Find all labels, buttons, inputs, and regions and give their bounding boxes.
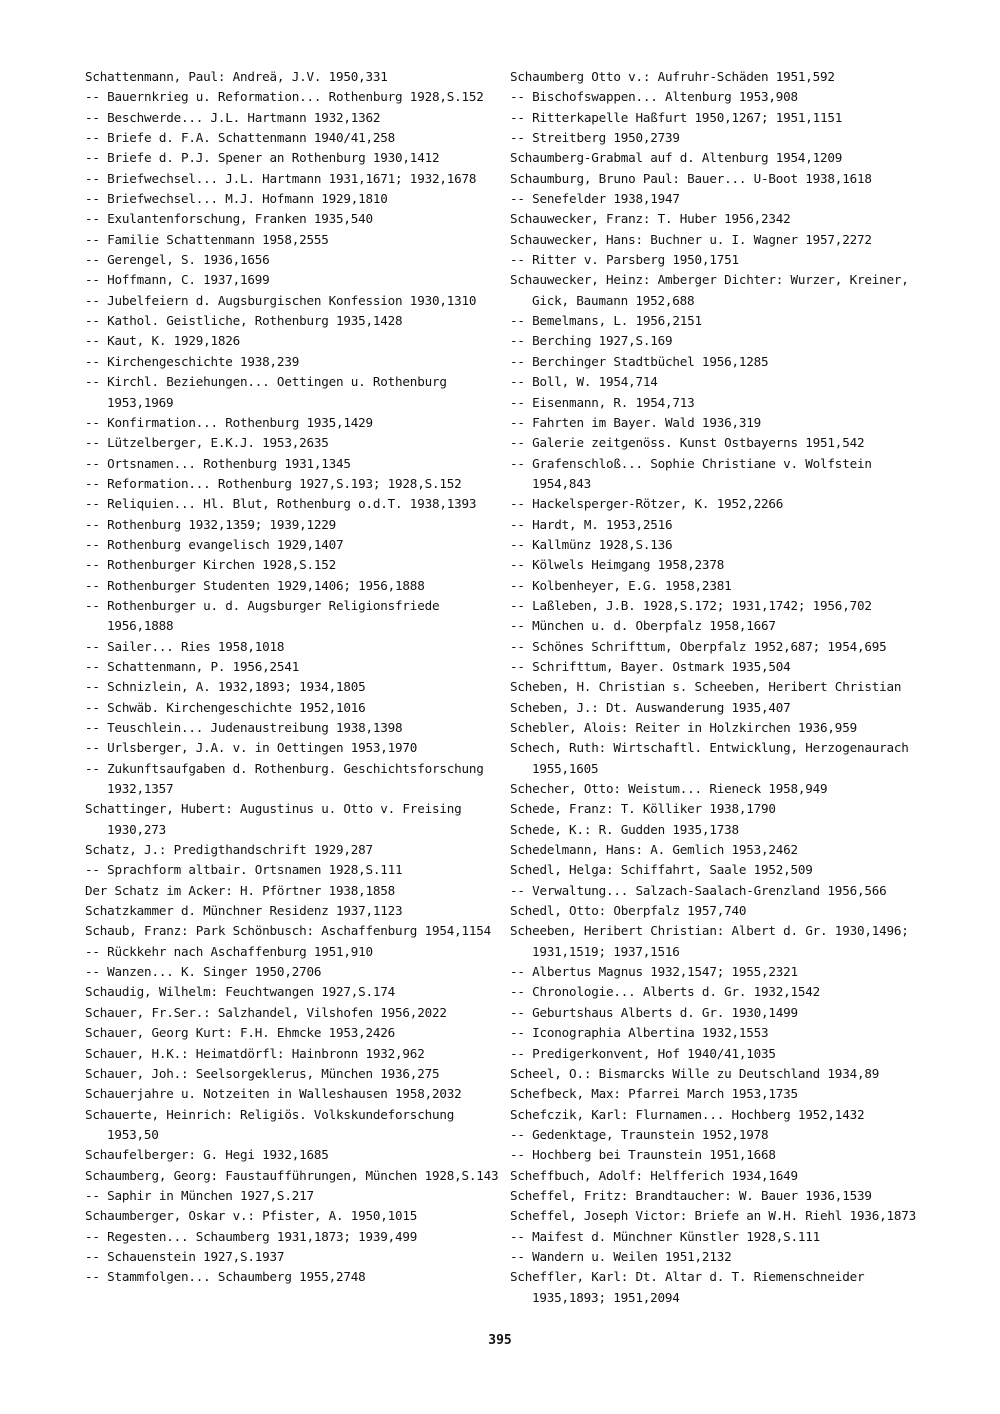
index-entry: -- Ritterkapelle Haßfurt 1950,1267; 1951,1151 (510, 109, 843, 125)
index-entry: -- Kirchl. Beziehungen... Oettingen u. Rothenburg 1953,1969 (85, 374, 447, 410)
index-entry: -- Hoffmann, C. 1937,1699 (85, 272, 270, 288)
index-entry: Schede, K.: R. Gudden 1935,1738 (510, 821, 739, 837)
index-entry: -- Boll, W. 1954,714 (510, 374, 658, 390)
index-entry: Schauer, Fr.Ser.: Salzhandel, Vilshofen 1956,2022 (85, 1004, 447, 1020)
index-entry: Schatzkammer d. Münchner Residenz 1937,1123 (85, 903, 403, 919)
index-entry: -- Gerengel, S. 1936,1656 (85, 252, 270, 268)
index-entry: -- Berching 1927,S.169 (510, 333, 673, 349)
index-entry: Schaumburg, Bruno Paul: Bauer... U-Boot 1938,1618 (510, 170, 872, 186)
index-entry: Scheeben, Heribert Christian: Albert d. Gr. 1930,1496; 1931,1519; 1937,1516 (510, 923, 909, 959)
index-entry: Schauer, H.K.: Heimatdörfl: Hainbronn 1932,962 (85, 1045, 425, 1061)
index-entry: Schaub, Franz: Park Schönbusch: Aschaffenburg 1954,1154 (85, 923, 492, 939)
index-entry: -- Predigerkonvent, Hof 1940/41,1035 (510, 1045, 776, 1061)
index-entry: -- Briefwechsel... J.L. Hartmann 1931,1671; 1932,1678 (85, 170, 477, 186)
index-entry: Scheffel, Fritz: Brandtaucher: W. Bauer 1936,1539 (510, 1187, 872, 1203)
index-entry: -- Sailer... Ries 1958,1018 (85, 638, 285, 654)
index-entry: -- Reliquien... Hl. Blut, Rothenburg o.d.T. 1938,1393 (85, 496, 477, 512)
index-entry: -- Jubelfeiern d. Augsburgischen Konfession 1930,1310 (85, 292, 477, 308)
index-entry: -- Lützelberger, E.K.J. 1953,2635 (85, 435, 329, 451)
index-entry: -- Berchinger Stadtbüchel 1956,1285 (510, 353, 769, 369)
index-entry: Schefbeck, Max: Pfarrei March 1953,1735 (510, 1086, 798, 1102)
index-entry: -- Bauernkrieg u. Reformation... Rothenburg 1928,S.152 (85, 89, 484, 105)
index-entry: -- Bemelmans, L. 1956,2151 (510, 313, 702, 329)
index-entry: Schaumberg Otto v.: Aufruhr-Schäden 1951,592 (510, 69, 835, 84)
index-entry: -- Sprachform altbair. Ortsnamen 1928,S.111 (85, 862, 403, 878)
index-entry: -- Kirchengeschichte 1938,239 (85, 353, 300, 369)
index-entry: -- Stammfolgen... Schaumberg 1955,2748 (85, 1269, 366, 1285)
index-entry: -- Reformation... Rothenburg 1927,S.193; 1928,S.152 (85, 475, 462, 491)
index-entry: Schaumberg, Georg: Faustaufführungen, München 1928,S.143 (85, 1167, 499, 1183)
index-entry: -- Schrifttum, Bayer. Ostmark 1935,504 (510, 658, 791, 674)
index-entry: Schauerjahre u. Notzeiten in Walleshausen 1958,2032 (85, 1086, 462, 1102)
index-entry: -- Urlsberger, J.A. v. in Oettingen 1953,1970 (85, 740, 418, 756)
index-entry: Schauer, Georg Kurt: F.H. Ehmcke 1953,2426 (85, 1025, 396, 1041)
index-entry: -- Schattenmann, P. 1956,2541 (85, 658, 300, 674)
index-entry: Schech, Ruth: Wirtschaftl. Entwicklung, Herzogenaurach 1955,1605 (510, 740, 909, 776)
index-entry: -- Wandern u. Weilen 1951,2132 (510, 1248, 732, 1264)
index-entry: -- Konfirmation... Rothenburg 1935,1429 (85, 414, 373, 430)
index-entry: Schedl, Otto: Oberpfalz 1957,740 (510, 903, 747, 919)
index-entry: Schecher, Otto: Weistum... Rieneck 1958,949 (510, 781, 828, 797)
index-entry: -- Hackelsperger-Rötzer, K. 1952,2266 (510, 496, 784, 512)
index-entry: -- Kathol. Geistliche, Rothenburg 1935,1428 (85, 313, 403, 329)
index-entry: -- Laßleben, J.B. 1928,S.172; 1931,1742; 1956,702 (510, 597, 872, 613)
index-entry: Scheffbuch, Adolf: Helfferich 1934,1649 (510, 1167, 798, 1183)
index-entry: -- Hochberg bei Traunstein 1951,1668 (510, 1147, 776, 1163)
index-entry: Schauwecker, Franz: T. Huber 1956,2342 (510, 211, 791, 227)
index-entry: -- Chronologie... Alberts d. Gr. 1932,1542 (510, 984, 821, 1000)
index-entry: Schauer, Joh.: Seelsorgeklerus, München 1936,275 (85, 1065, 440, 1081)
index-entry: -- Rothenburg 1932,1359; 1939,1229 (85, 516, 336, 532)
index-entry: -- Zukunftsaufgaben d. Rothenburg. Geschichtsforschung 1932,1357 (85, 760, 484, 797)
index-entry: -- Rothenburg evangelisch 1929,1407 (85, 536, 344, 552)
index-entry: -- Kölwels Heimgang 1958,2378 (510, 557, 725, 573)
index-entry: -- Rückkehr nach Aschaffenburg 1951,910 (85, 943, 373, 959)
page-number: 395 (488, 1333, 512, 1348)
left-index-column (85, 67, 505, 1288)
index-entry: Schauerte, Heinrich: Religiös. Volkskundeforschung 1953,50 (85, 1106, 455, 1142)
index-entry: -- Senefelder 1938,1947 (510, 191, 680, 207)
index-entry: -- Rothenburger u. d. Augsburger Religionsfriede 1956,1888 (85, 597, 440, 634)
index-entry: Schaumberg-Grabmal auf d. Altenburg 1954,1209 (510, 150, 843, 166)
index-entry: -- Ritter v. Parsberg 1950,1751 (510, 252, 739, 268)
index-entry: -- Streitberg 1950,2739 (510, 130, 680, 146)
index-entry: Scheben, J.: Dt. Auswanderung 1935,407 (510, 699, 791, 715)
index-entry: -- Verwaltung... Salzach-Saalach-Grenzland 1956,566 (510, 882, 887, 898)
index-entry: -- Briefwechsel... M.J. Hofmann 1929,1810 (85, 191, 388, 207)
right-index-column (510, 67, 930, 1308)
index-entry: -- Kaut, K. 1929,1826 (85, 333, 241, 349)
index-entry: -- Ortsnamen... Rothenburg 1931,1345 (85, 455, 351, 471)
index-entry: -- Kallmünz 1928,S.136 (510, 536, 673, 552)
index-entry: Schattinger, Hubert: Augustinus u. Otto v. Freising 1930,273 (85, 801, 462, 837)
index-entry: -- Geburtshaus Alberts d. Gr. 1930,1499 (510, 1004, 798, 1020)
index-entry: -- Fahrten im Bayer. Wald 1936,319 (510, 414, 761, 430)
index-entry: -- Grafenschloß... Sophie Christiane v. Wolfstein 1954,843 (510, 455, 872, 491)
index-entry: -- Kolbenheyer, E.G. 1958,2381 (510, 577, 732, 593)
index-entry: Schauwecker, Hans: Buchner u. I. Wagner 1957,2272 (510, 231, 872, 247)
index-entry: -- Schauenstein 1927,S.1937 (85, 1248, 285, 1264)
index-entry: -- Saphir in München 1927,S.217 (85, 1187, 314, 1203)
index-entry: -- Eisenmann, R. 1954,713 (510, 394, 695, 410)
index-entry: Schefczik, Karl: Flurnamen... Hochberg 1952,1432 (510, 1106, 865, 1122)
index-entry: -- Rothenburger Studenten 1929,1406; 1956,1888 (85, 577, 425, 593)
index-entry: -- Rothenburger Kirchen 1928,S.152 (85, 557, 336, 573)
index-entry: -- Regesten... Schaumberg 1931,1873; 1939,499 (85, 1228, 418, 1244)
index-entry: -- Hardt, M. 1953,2516 (510, 516, 673, 532)
index-entry: Der Schatz im Acker: H. Pförtner 1938,1858 (85, 882, 396, 898)
index-entry: -- Schönes Schrifttum, Oberpfalz 1952,687; 1954,695 (510, 638, 887, 654)
index-entry: -- Schwäb. Kirchengeschichte 1952,1016 (85, 699, 366, 715)
index-entry: -- Briefe d. F.A. Schattenmann 1940/41,258 (85, 130, 396, 146)
index-entry: Scheffel, Joseph Victor: Briefe an W.H. Riehl 1936,1873 (510, 1208, 917, 1224)
index-entry: Scheel, O.: Bismarcks Wille zu Deutschland 1934,89 (510, 1065, 880, 1081)
index-entry: Schedelmann, Hans: A. Gemlich 1953,2462 (510, 842, 798, 858)
index-entry: -- Bischofswappen... Altenburg 1953,908 (510, 89, 798, 105)
index-entry: -- Gedenktage, Traunstein 1952,1978 (510, 1126, 769, 1142)
index-entry: -- Teuschlein... Judenaustreibung 1938,1398 (85, 720, 403, 735)
index-entry: -- Exulantenforschung, Franken 1935,540 (85, 211, 373, 227)
index-entry: Scheffler, Karl: Dt. Altar d. T. Riemenschneider 1935,1893; 1951,2094 (510, 1269, 865, 1305)
index-entry: Schaumberger, Oskar v.: Pfister, A. 1950,1015 (85, 1208, 418, 1224)
index-entry: Schaudig, Wilhelm: Feuchtwangen 1927,S.174 (85, 984, 396, 1000)
index-entry: Schatz, J.: Predigthandschrift 1929,287 (85, 842, 373, 858)
index-entry: -- München u. d. Oberpfalz 1958,1667 (510, 618, 776, 634)
index-entry: -- Beschwerde... J.L. Hartmann 1932,1362 (85, 109, 381, 125)
index-entry: -- Briefe d. P.J. Spener an Rothenburg 1930,1412 (85, 150, 440, 166)
index-entry: -- Albertus Magnus 1932,1547; 1955,2321 (510, 964, 798, 980)
index-entry: Schattenmann, Paul: Andreä, J.V. 1950,331 (85, 69, 388, 84)
index-entry: Schedl, Helga: Schiffahrt, Saale 1952,509 (510, 862, 813, 878)
index-entry: Schede, Franz: T. Kölliker 1938,1790 (510, 801, 776, 817)
index-entry: -- Galerie zeitgenöss. Kunst Ostbayerns 1951,542 (510, 435, 865, 451)
index-entry: -- Maifest d. Münchner Künstler 1928,S.111 (510, 1228, 821, 1244)
index-entry: -- Iconographia Albertina 1932,1553 (510, 1025, 769, 1041)
index-entry: -- Familie Schattenmann 1958,2555 (85, 231, 329, 247)
index-entry: Scheben, H. Christian s. Scheeben, Heribert Christian (510, 679, 902, 695)
index-entry: Schaufelberger: G. Hegi 1932,1685 (85, 1147, 329, 1163)
index-entry: Schebler, Alois: Reiter in Holzkirchen 1936,959 (510, 720, 857, 735)
index-entry: -- Wanzen... K. Singer 1950,2706 (85, 964, 322, 980)
index-entry: -- Schnizlein, A. 1932,1893; 1934,1805 (85, 679, 366, 695)
index-entry: Schauwecker, Heinz: Amberger Dichter: Wurzer, Kreiner, Gick, Baumann 1952,688 (510, 272, 909, 308)
